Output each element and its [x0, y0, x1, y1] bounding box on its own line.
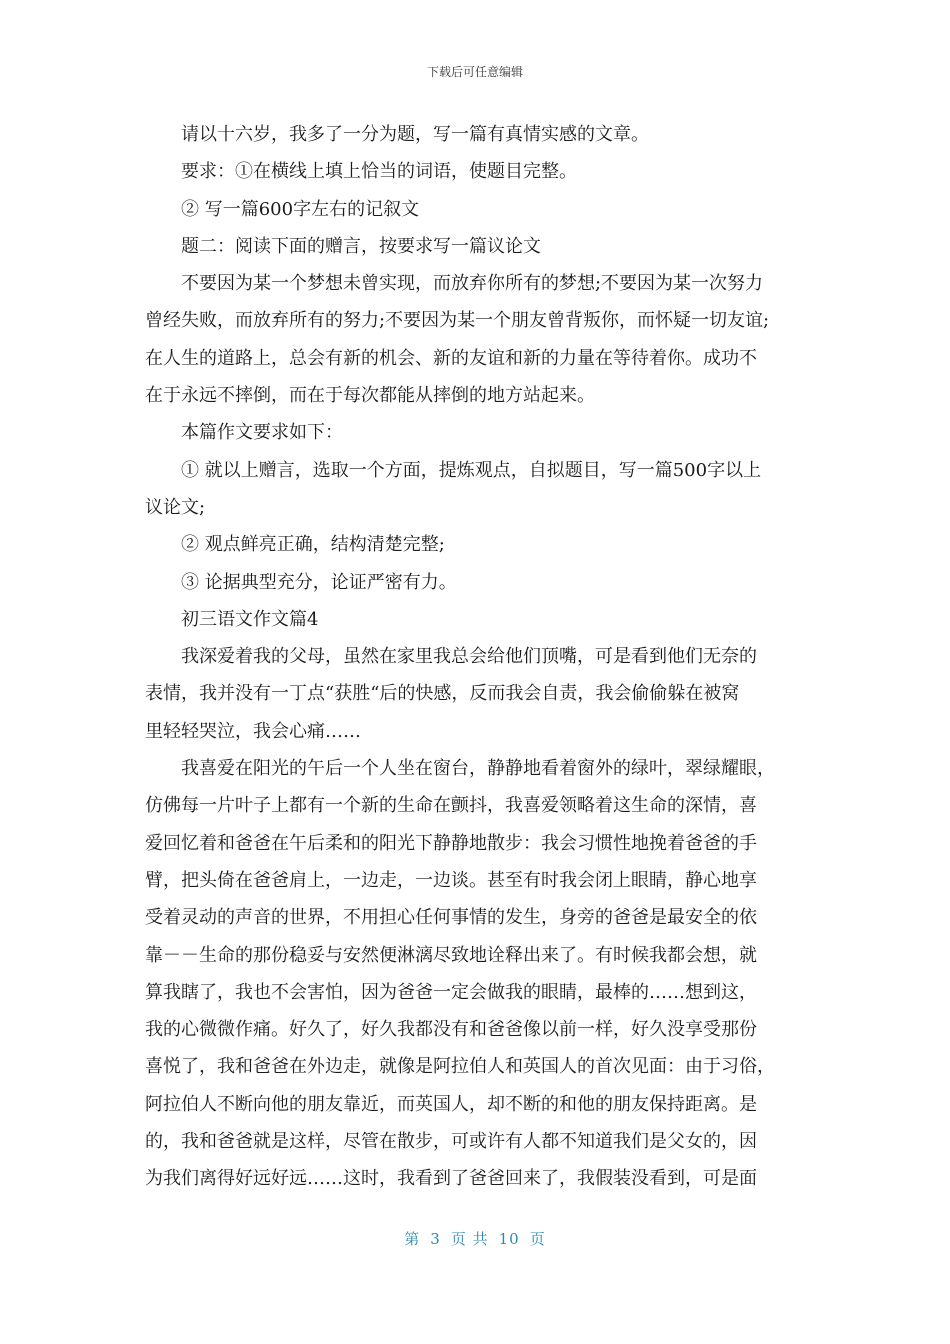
- text-line: 在人生的道路上，总会有新的机会、新的友谊和新的力量在等待着你。成功不: [145, 347, 757, 369]
- text-line: ① 就以上赠言，选取一个方面，提炼观点，自拟题目，写一篇500字以上: [181, 459, 762, 481]
- footer-of-label: 页 共: [450, 1230, 489, 1248]
- page-header: 下载后可任意编辑: [426, 65, 523, 79]
- text-line: 仿佛每一片叶子上都有一个新的生命在颤抖，我喜爱领略着这生命的深情，喜: [145, 795, 757, 817]
- footer-page-label: 第: [404, 1230, 421, 1248]
- paragraph: [145, 191, 807, 228]
- text-line: 我的心微微作痛。好久了，好久我都没有和爸爸像以前一样，好久没享受那份: [145, 1019, 757, 1041]
- text-line: 本篇作文要求如下：: [181, 422, 343, 444]
- page-footer: [0, 1229, 950, 1249]
- text-line: 要求：①在横线上填上恰当的词语，使题目完整。: [181, 161, 577, 183]
- text-line: 靠－－生命的那份稳妥与安然便淋漓尽致地诠释出来了。有时候我都会想，就: [145, 944, 757, 966]
- paragraph: [145, 228, 807, 265]
- text-line: 题二：阅读下面的赠言，按要求写一篇议论文: [181, 235, 541, 257]
- text-line: 爱回忆着和爸爸在午后柔和的阳光下静静地散步：我会习惯性地挽着爸爸的手: [145, 832, 757, 854]
- footer-total-pages: 10: [498, 1230, 520, 1248]
- text-line: 里轻轻哭泣，我会心痛……: [145, 720, 361, 742]
- text-line: 为我们离得好远好远……这时，我看到了爸爸回来了，我假装没看到，可是面: [145, 1168, 757, 1190]
- text-line: 表情，我并没有一丁点“获胜“后的快感，反而我会自责，我会偷偷躲在被窝: [145, 683, 740, 705]
- text-line: 算我瞎了，我也不会害怕，因为爸爸一定会做我的眼睛，最棒的……想到这，: [145, 981, 757, 1003]
- text-line: 在于永远不摔倒，而在于每次都能从摔倒的地方站起来。: [145, 385, 595, 407]
- text-line: 不要因为某一个梦想未曾实现，而放弃你所有的梦想;不要因为某一次努力: [181, 273, 764, 295]
- text-line: 曾经失败，而放弃所有的努力;不要因为某一个朋友曾背叛你，而怀疑一切友谊;: [145, 310, 770, 332]
- section-heading: [145, 601, 807, 638]
- text-line: 臂，把头倚在爸爸肩上，一边走，一边谈。甚至有时我会闭上眼睛，静心地享: [145, 869, 757, 891]
- paragraph: [145, 638, 807, 750]
- paragraph: [145, 153, 807, 190]
- text-line: 初三语文作文篇4: [181, 608, 319, 630]
- text-line: 喜悦了，我和爸爸在外边走，就像是阿拉伯人和英国人的首次见面：由于习俗，: [145, 1056, 775, 1078]
- footer-current-page: 3: [430, 1230, 441, 1248]
- paragraph: [145, 116, 807, 153]
- text-line: ② 观点鲜亮正确，结构清楚完整;: [181, 534, 445, 556]
- text-line: 受着灵动的声音的世界，不用担心任何事情的发生，身旁的爸爸是最安全的依: [145, 907, 757, 929]
- paragraph: [145, 526, 807, 563]
- paragraph: [145, 750, 807, 1198]
- text-line: 阿拉伯人不断向他的朋友靠近，而英国人，却不断的和他的朋友保持距离。是: [145, 1093, 757, 1115]
- footer-pages-label: 页: [529, 1230, 546, 1248]
- document-body: [145, 116, 807, 1198]
- text-line: 我深爱着我的父母，虽然在家里我总会给他们顶嘴，可是看到他们无奈的: [181, 646, 757, 668]
- text-line: 请以十六岁，我多了一分为题，写一篇有真情实感的文章。: [181, 124, 649, 145]
- text-line: 的，我和爸爸就是这样，尽管在散步，可或许有人都不知道我们是父女的，因: [145, 1131, 757, 1153]
- text-line: ③ 论据典型充分，论证严密有力。: [181, 571, 457, 593]
- text-line: ② 写一篇600字左右的记叙文: [181, 198, 420, 220]
- text-line: 议论文;: [145, 496, 206, 518]
- text-line: 我喜爱在阳光的午后一个人坐在窗台，静静地看着窗外的绿叶，翠绿耀眼，: [181, 758, 775, 780]
- paragraph: [145, 414, 807, 451]
- paragraph: [145, 452, 807, 527]
- paragraph: [145, 564, 807, 601]
- paragraph: [145, 265, 807, 414]
